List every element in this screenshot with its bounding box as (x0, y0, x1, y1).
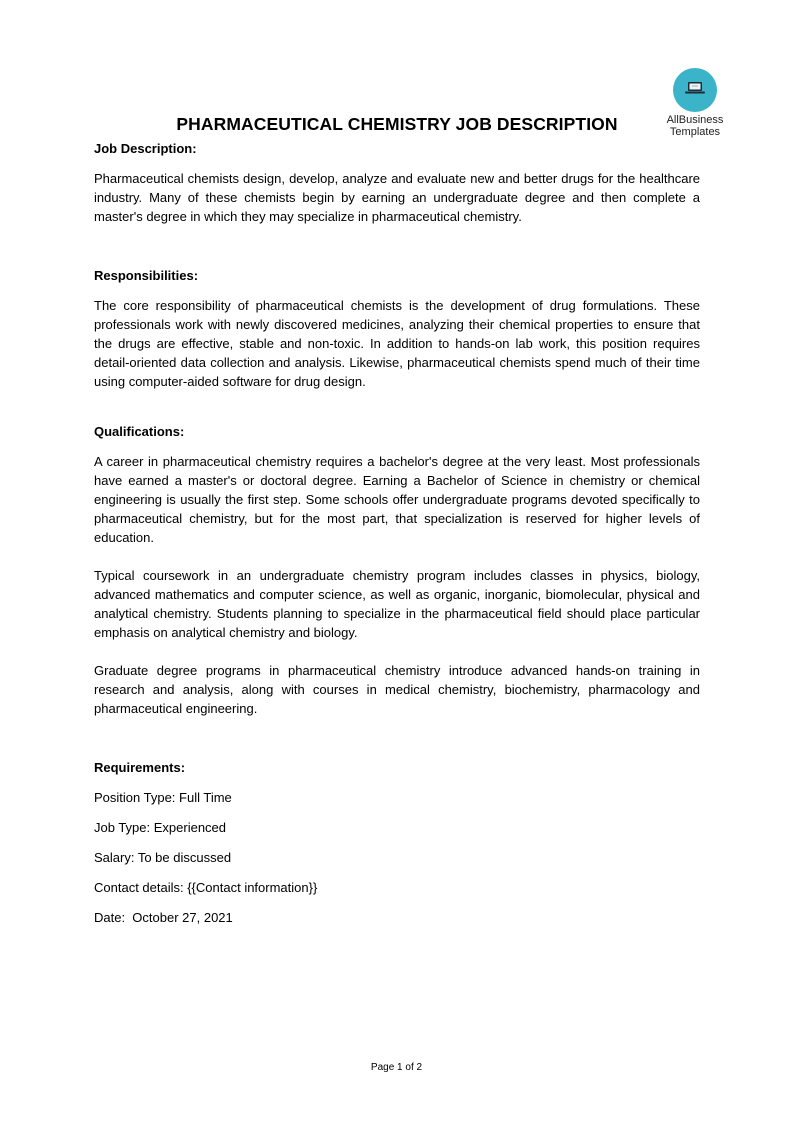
responsibilities-heading: Responsibilities: (94, 268, 199, 283)
requirement-contact-details: Contact details: {{Contact information}} (94, 880, 318, 895)
qualifications-heading: Qualifications: (94, 424, 185, 439)
requirement-date: Date: October 27, 2021 (94, 910, 233, 925)
job-description-heading: Job Description: (94, 141, 197, 156)
document-title: PHARMACEUTICAL CHEMISTRY JOB DESCRIPTION (176, 114, 618, 134)
laptop-icon-svg (684, 81, 706, 95)
document-body (94, 139, 700, 927)
qualifications-paragraph-2: Typical coursework in an undergraduate chemistry program includes classes in physics, biology, advanced mathematics and computer science, as well as organic, inorganic, biomolecular, physical and analytical chemistry. Students planning to specialize in the pharmaceutical field should place particular emphasis on analytical chemistry and biology. (94, 568, 700, 640)
page-number: Page 1 of 2 (370, 1062, 423, 1073)
requirement-salary: Salary: To be discussed (94, 850, 232, 865)
requirements-heading: Requirements: (94, 760, 186, 775)
qualifications-paragraph-1: A career in pharmaceutical chemistry requires a bachelor's degree at the very least. Most professionals have earned a master's or doctoral degree. Earning a Bachelor of Science in chemistry or chemical engineering is usually the first step. Some schools offer undergraduate programs devoted specifically to pharmaceutical chemistry, but for the most part, that specialization is reserved for higher levels of education. (94, 454, 700, 545)
job-description-paragraph: Pharmaceutical chemists design, develop, analyze and evaluate new and better drugs for the healthcare industry. Many of these chemists begin by earning an undergraduate degree and then complete a master's degree in which they may specialize in pharmaceutical chemistry. (94, 171, 700, 224)
qualifications-paragraph-3: Graduate degree programs in pharmaceutical chemistry introduce advanced hands-on training in research and analysis, along with courses in medical chemistry, biochemistry, pharmacology and pharmaceutical engineering. (94, 663, 700, 716)
laptop-icon (673, 68, 717, 112)
logo-line-2: Templates (669, 126, 721, 138)
requirement-job-type: Job Type: Experienced (94, 820, 227, 835)
logo-line-1: AllBusiness (666, 114, 724, 126)
requirement-position-type: Position Type: Full Time (94, 790, 232, 805)
responsibilities-paragraph: The core responsibility of pharmaceutical chemists is the development of drug formulations. These professionals work with newly discovered medicines, analyzing their chemical properties to ensure that the drugs are effective, stable and non-toxic. In addition to hands-on lab work, this position requires detail-oriented data collection and analysis. Likewise, pharmaceutical chemists spend much of their time using computer-aided software for drug design. (94, 298, 700, 389)
